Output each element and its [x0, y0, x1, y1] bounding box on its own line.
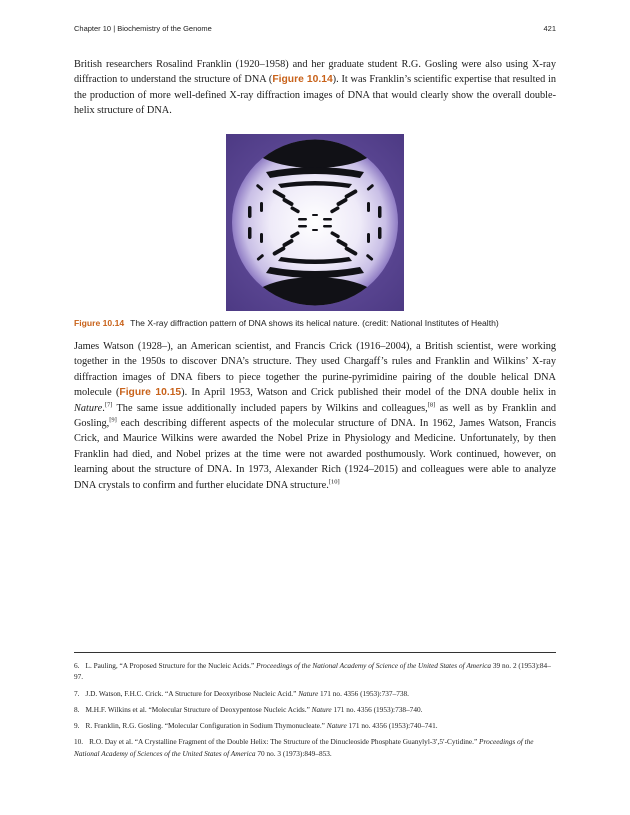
- paragraph-franklin: [74, 57, 556, 119]
- diffraction-pattern-graphic: [226, 134, 404, 311]
- footnote-7: 7. J.D. Watson, F.H.C. Crick. “A Structure for Deoxyribose Nucleic Acid.” Nature 171 no. 4356 (1953):737–738.: [74, 688, 409, 698]
- caption-text: The X-ray diffraction pattern of DNA shows its helical nature. (credit: National Institutes of Health): [130, 318, 499, 328]
- footnote-ref-7[interactable]: [7]: [104, 401, 113, 409]
- figure-caption: [74, 318, 556, 328]
- figure-10-15-link[interactable]: Figure 10.15: [119, 387, 182, 399]
- footnote-8: 8. M.H.F. Wilkins et al. “Molecular Structure of Deoxypentose Nucleic Acids.” Nature 171 no. 4356 (1953):738–740.: [74, 704, 423, 714]
- paragraph-text: ). In April 1953, Watson and Crick published their model of the DNA double helix in: [181, 387, 556, 399]
- paragraph-text: each describing different aspects of the molecular structure of DNA. In 1962, James Watson, Francis Crick, and Maurice Wilkins were awarded the Nobel Prize in Physiology and Medicine. Unfortunately, by then Franklin had died, and Nobel prizes at the time were not awarded posthumously. Work continued, however, on learning about the structure of DNA. In 1973, Alexander Rich (1924–2015) and colleagues were able to analyze DNA crystals to confirm and further elucidate DNA structure.: [74, 418, 556, 491]
- page-number: 421: [543, 24, 556, 33]
- paragraph-watson-crick: [74, 339, 556, 493]
- footnote-divider: [74, 652, 556, 653]
- footnote-ref-8[interactable]: [8]: [427, 401, 436, 409]
- journal-name: Nature: [74, 402, 103, 414]
- figure-10-14-link[interactable]: Figure 10.14: [272, 74, 333, 86]
- dna-xray-diffraction-image: [226, 134, 404, 311]
- paragraph-text: James Watson (1928–), an American scientist, and Francis Crick (1916–2004), a British scientist, were working together in the 1950s to discover DNA’s structure. They used Chargaff’s rules and Franklin and Wilkins’ X-ray diffraction images of DNA fibers to piece together the purine-pyrimidine pairing of the double helical DNA molecule (: [74, 341, 556, 399]
- paragraph-text: ). It was Franklin’s scientific expertise that resulted in the production of more well-defined X-ray diffraction images of DNA that would clearly show the overall double-helix structure of DNA.: [74, 74, 557, 117]
- paragraph-text: British researchers Rosalind Franklin (1920–1958) and her graduate student R.G. Gosling were also using X-ray diffraction to understand the structure of DNA (: [74, 59, 556, 86]
- paragraph-text: The same issue additionally included papers by Wilkins and colleagues,: [112, 402, 428, 414]
- footnote-9: 9. R. Franklin, R.G. Gosling. “Molecular Configuration in Sodium Thymonucleate.” Nature 171 no. 4356 (1953):740–741.: [74, 721, 438, 731]
- paragraph-text: .: [102, 402, 105, 414]
- footnotes: [74, 660, 556, 764]
- footnote-6: 6. L. Pauling, “A Proposed Structure for the Nucleic Acids.” Proceedings of the National Academy of Science of the United States of America 39 no. 2 (1953):84–97.: [74, 661, 551, 682]
- paragraph-text: as well as by Franklin and Gosling,: [74, 402, 557, 430]
- footnote-ref-10[interactable]: [10]: [328, 478, 340, 486]
- running-header: [74, 24, 556, 38]
- footnote-ref-9[interactable]: [9]: [109, 416, 117, 424]
- figure-label: Figure 10.14: [74, 318, 125, 328]
- chapter-title: Chapter 10 | Biochemistry of the Genome: [74, 24, 212, 33]
- footnote-10: 10. R.O. Day et al. “A Crystalline Fragment of the Double Helix: The Structure of the Dinucleoside Phosphate Guanylyl-3′,5′-Cytidine.” Proceedings of the National Academy of Sciences of the United States of America 70 no. 3 (1973):849–853.: [74, 737, 534, 758]
